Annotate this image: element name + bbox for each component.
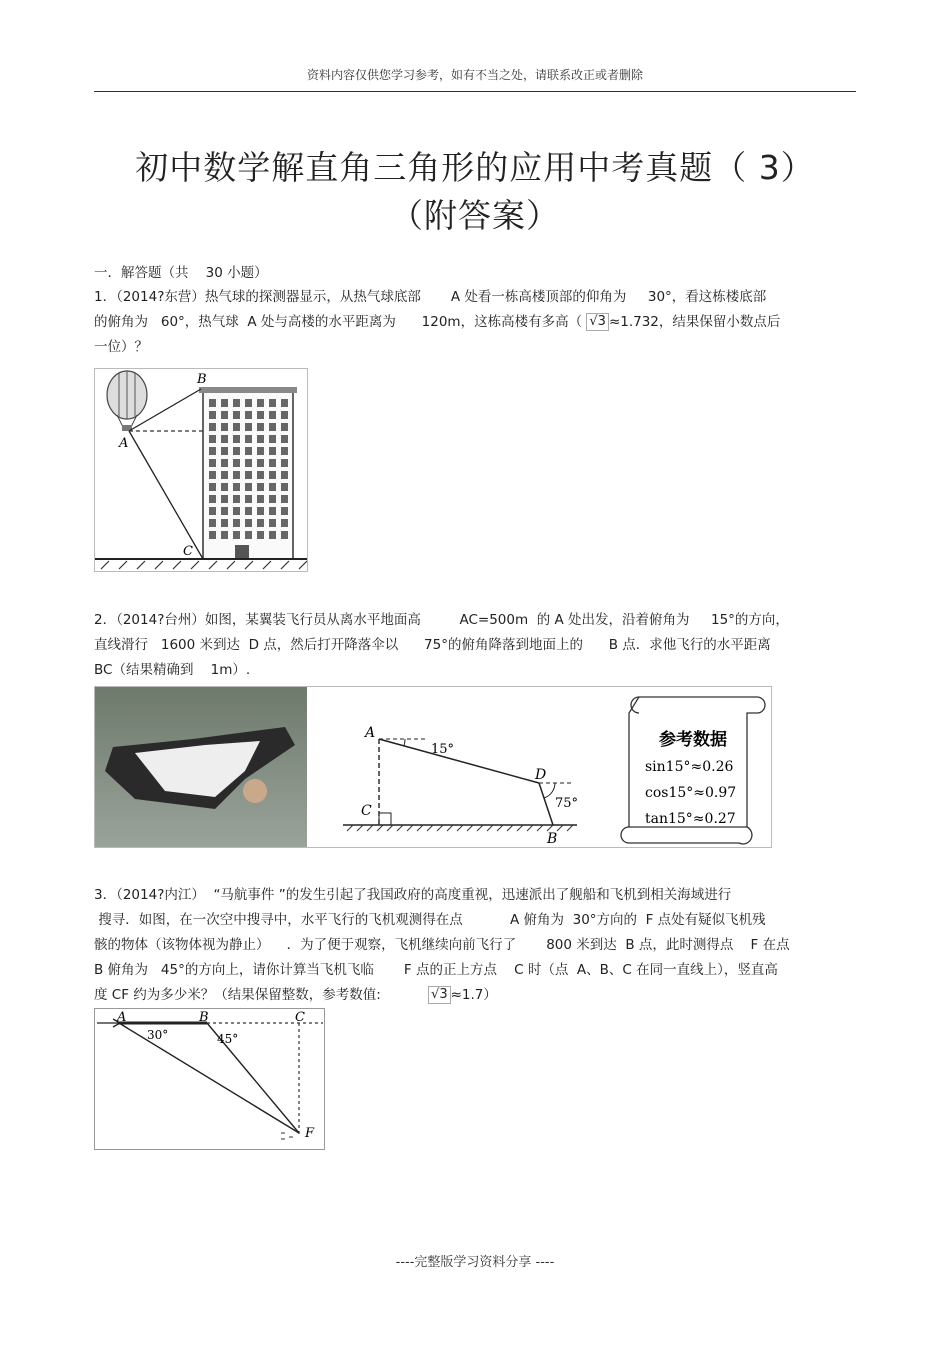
page-title-line2: （附答案） bbox=[390, 196, 560, 235]
question-3 bbox=[94, 883, 864, 1008]
question-1-text-a: 1．（2014?东营）热气球的探测器显示，从热气球底部 A 处看一栋高楼顶部的仰角为 30°，看这栋楼底部 的俯角为 60°，热气球 A 处与高楼的水平距离为 120m，这栋高楼有多高（ bbox=[94, 289, 767, 330]
figure-2-label-c: C bbox=[361, 803, 372, 819]
figure-3-label-a: A bbox=[117, 1010, 127, 1025]
figure-1-label-a: A bbox=[119, 436, 129, 451]
reference-tan15: tan15°≈0.27 bbox=[645, 811, 736, 827]
reference-cos15: cos15°≈0.97 bbox=[645, 785, 737, 801]
header-divider bbox=[94, 91, 856, 92]
footer-note: ----完整版学习资料分享 ---- bbox=[395, 1255, 555, 1270]
question-2: 2．（2014?台州）如图，某翼装飞行员从离水平地面高 AC=500m 的 A 处出发，沿着俯角为 15°的方向， 直线滑行 1600 米到达 D 点，然后打开降落伞以 75°的俯角降落到地面上的 B 点．求他飞行的水平距离 BC（结果精确到 1m）. bbox=[94, 612, 789, 678]
figure-1-label-c: C bbox=[183, 544, 193, 559]
figure-2-diagram bbox=[343, 725, 578, 847]
header-note: 资料内容仅供您学习参考，如有不当之处，请联系改正或者删除 bbox=[306, 68, 643, 82]
figure-3-angle-30: 30° bbox=[147, 1028, 169, 1042]
question-1-text-b: ≈1.732，结果保留小数点后 一位）？ bbox=[94, 314, 781, 355]
figure-3-label-f: F bbox=[305, 1126, 315, 1141]
figure-2-label-b: B bbox=[547, 831, 558, 847]
figure-2-angle-75: 75° bbox=[555, 796, 579, 811]
figure-3-label-b: B bbox=[199, 1010, 209, 1025]
figure-2-wingsuit bbox=[94, 686, 772, 848]
page-title-line1: 初中数学解直角三角形的应用中考真题（ 3） bbox=[135, 148, 815, 187]
figure-3-label-c: C bbox=[295, 1010, 305, 1025]
figure-2-angle-15: 15° bbox=[431, 742, 455, 757]
sqrt-three-symbol: √3 bbox=[586, 313, 609, 331]
question-3-text-b: ≈1.7） bbox=[450, 987, 497, 1003]
figure-1-label-b: B bbox=[197, 372, 207, 387]
wingsuit-photo bbox=[95, 687, 307, 847]
figure-3-aircraft-search bbox=[94, 1008, 325, 1150]
sqrt-three-symbol-q3: √3 bbox=[428, 986, 451, 1004]
reference-sin15: sin15°≈0.26 bbox=[645, 759, 734, 775]
question-1 bbox=[94, 285, 864, 360]
reference-data-title: 参考数据 bbox=[659, 730, 727, 750]
section-heading: 一．解答题（共 30 小题） bbox=[94, 265, 268, 281]
figure-2-label-a: A bbox=[365, 725, 376, 741]
figure-1-balloon-building bbox=[94, 368, 308, 572]
question-3-text-a: 3．（2014?内江） “马航事件 ”的发生引起了我国政府的高度重视，迅速派出了舰船和飞机到相关海域进行 搜寻．如图，在一次空中搜寻中，水平飞行的飞机观测得在点 A 俯角为 30°方向的 F 点处有疑似飞机残 骸的物体（该物体视为静止） ．为了便于观察，飞机继续向前飞行了 800 米到达 B 点，此时测得点 F 在点 B 俯角为 45°的方向上，请你计算当飞机飞临 F 点的正上方点 C 时（点 A、B、C 在同一直线上），竖直高 度 CF 约为多少米？（结果保留整数，参考数值: bbox=[94, 887, 790, 1003]
figure-2-label-d: D bbox=[535, 767, 547, 783]
figure-2-reference-scroll bbox=[621, 697, 765, 844]
figure-3-angle-45: 45° bbox=[217, 1032, 239, 1046]
